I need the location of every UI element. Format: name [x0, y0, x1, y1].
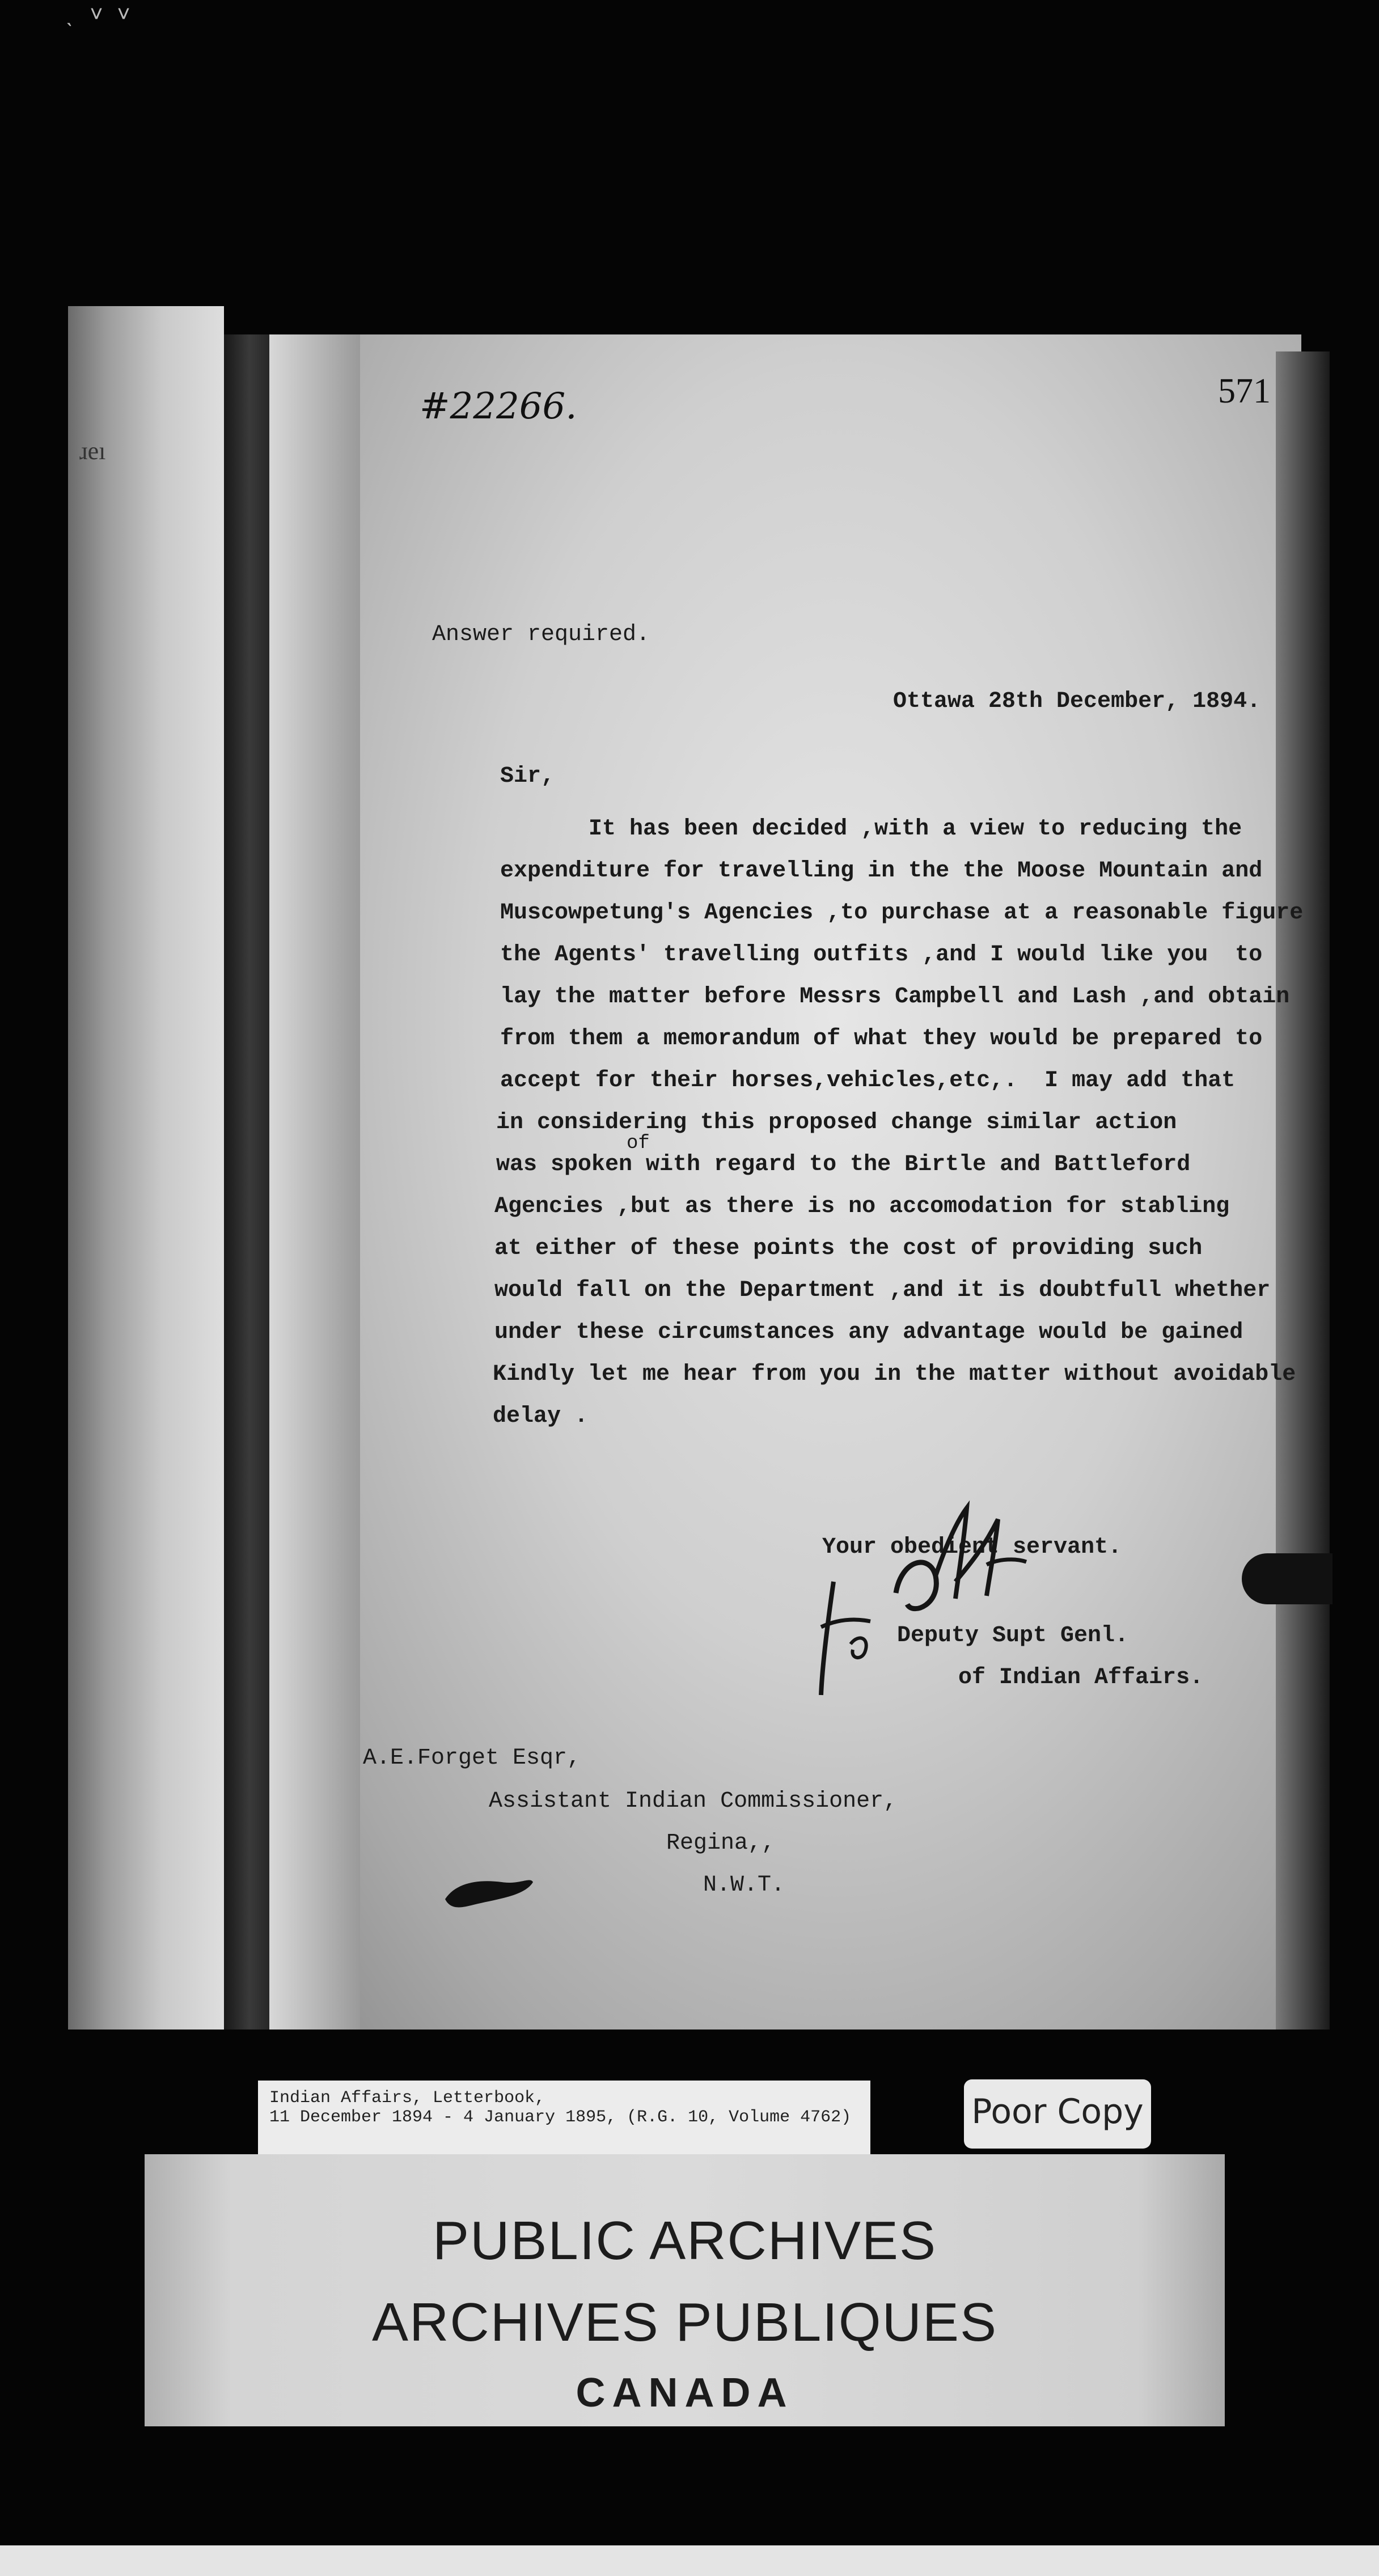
body-line: Kindly let me hear from you in the matter without avoidable: [493, 1362, 1296, 1387]
body-line: expenditure for travelling in the the Moose Mountain and: [500, 858, 1263, 884]
body-line: from them a memorandum of what they would be prepared to: [500, 1026, 1263, 1052]
page-number: 571: [1218, 372, 1271, 410]
body-line: accept for their horses,vehicles,etc,. I may add that: [500, 1068, 1236, 1094]
addressee-city: Regina,,: [666, 1831, 776, 1856]
citation-line: Indian Affairs, Letterbook,: [269, 2088, 545, 2108]
archives-line-english: PUBLIC ARCHIVES: [433, 2210, 937, 2271]
answer-required-note: Answer required.: [432, 622, 650, 647]
salutation: Sir,: [500, 764, 555, 789]
body-line: It has been decided ,with a view to reducing the: [589, 816, 1242, 842]
body-line: at either of these points the cost of providing such: [494, 1236, 1203, 1261]
film-edge-bottom: [0, 2545, 1379, 2576]
body-line: under these circumstances any advantage would be gained: [494, 1320, 1243, 1345]
archives-line-country: CANADA: [576, 2370, 794, 2416]
adjacent-page-mark: ɹeı: [79, 437, 106, 465]
letter-page: [269, 334, 1304, 2030]
addressee-territory: N.W.T.: [703, 1872, 785, 1898]
letter-date: Ottawa 28th December, 1894.: [893, 689, 1261, 714]
poor-copy-note: Poor Copy: [964, 2079, 1151, 2149]
body-line: would fall on the Department ,and it is doubtfull whether: [494, 1278, 1271, 1303]
addressee-title: Assistant Indian Commissioner,: [489, 1789, 898, 1814]
body-line: the Agents' travelling outfits ,and I would like you to: [500, 942, 1263, 968]
closing: Your obedient servant.: [822, 1535, 1122, 1560]
page-shadow: [1276, 351, 1330, 2030]
interlinear-insertion: of: [627, 1133, 650, 1154]
body-line: delay .: [493, 1404, 589, 1429]
body-line: Agencies ,but as there is no accomodation for stabling: [494, 1194, 1230, 1219]
body-line: lay the matter before Messrs Campbell and Lash ,and obtain: [500, 984, 1290, 1010]
archives-line-french: ARCHIVES PUBLIQUES: [372, 2292, 997, 2353]
ink-stamp-mark: [439, 1865, 536, 1916]
signatory-title-2: of Indian Affairs.: [958, 1665, 1204, 1690]
page-gutter: [224, 334, 275, 2030]
citation-label: [258, 2081, 870, 2154]
film-edge-marks: [0, 0, 1379, 34]
addressee-name: A.E.Forget Esqr,: [363, 1745, 581, 1771]
binder-tab: [1242, 1553, 1333, 1604]
body-line: in considering this proposed change similar action: [496, 1110, 1177, 1136]
edge-mark: ˎ ˅ ˅: [62, 3, 131, 29]
citation-line: 11 December 1894 - 4 January 1895, (R.G. 10, Volume 4762): [269, 2108, 852, 2127]
letter-page-edge: [269, 334, 360, 2030]
adjacent-page: [68, 306, 224, 2030]
signatory-title-1: Deputy Supt Genl.: [897, 1623, 1129, 1649]
body-line: was spoken with regard to the Birtle and Battleford: [496, 1152, 1191, 1177]
file-number: #22266.: [420, 385, 577, 427]
body-line: Muscowpetung's Agencies ,to purchase at a reasonable figure: [500, 900, 1304, 926]
